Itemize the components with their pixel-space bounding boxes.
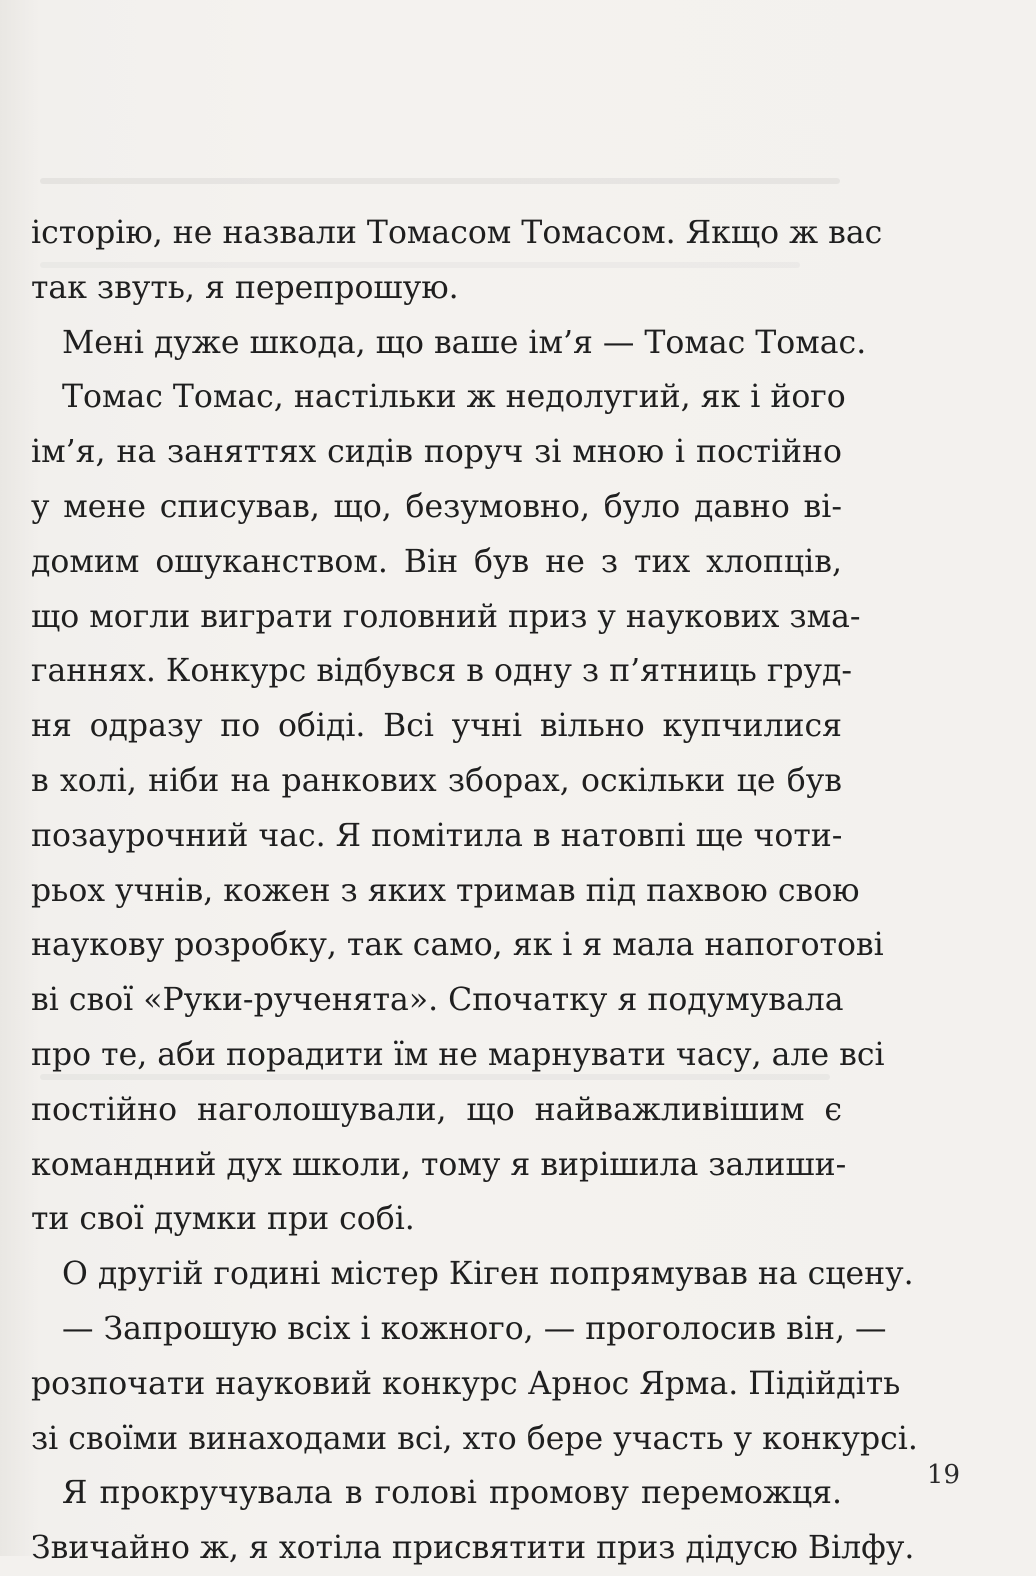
- text-line: — Запрошую всіх і кожного, — проголосив він, —: [62, 1310, 887, 1347]
- text-line: постійно наголошували, що найважливішим є: [31, 1091, 842, 1128]
- text-line: що могли виграти головний приз у наукових зма-: [31, 598, 861, 635]
- text-line: Мені дуже шкода, що ваше ім’я — Томас Томас.: [62, 324, 867, 361]
- text-line: позаурочний час. Я помітила в натовпі ще чоти-: [31, 817, 843, 854]
- text-line: в холі, ніби на ранкових зборах, оскільки це був: [31, 762, 842, 799]
- text-line: командний дух школи, тому я вирішила залиши-: [31, 1146, 847, 1183]
- text-line: О другій годині містер Кіген попрямував на сцену.: [62, 1256, 914, 1293]
- text-line: розпочати науковий конкурс Арнос Ярма. Підійдіть: [31, 1365, 901, 1402]
- text-line: зі своїми винаходами всі, хто бере участь у конкурсі.: [31, 1420, 918, 1457]
- text-line: ім’я, на заняттях сидів поруч зі мною і постійно: [31, 434, 842, 471]
- text-line: про те, аби порадити їм не марнувати часу, але всі: [31, 1036, 885, 1073]
- text-line: рьох учнів, кожен з яких тримав під пахвою свою: [31, 872, 860, 909]
- text-line: Томас Томас, настільки ж недолугий, як і його: [62, 379, 846, 416]
- text-line: наукову розробку, так само, як і я мала напоготові: [31, 927, 884, 964]
- text-line: Звичайно ж, я хотіла присвятити приз дідусю Вілфу.: [31, 1530, 915, 1567]
- text-line: домим ошуканством. Він був не з тих хлопців,: [31, 543, 842, 580]
- text-line: Я прокручувала в голові промову переможця.: [62, 1475, 842, 1512]
- text-line: так звуть, я перепрошую.: [31, 269, 459, 306]
- text-line: ти свої думки при собі.: [31, 1201, 415, 1238]
- text-line: ві свої «Руки-рученята». Спочатку я подумувала: [31, 982, 844, 1019]
- text-line: історію, не назвали Томасом Томасом. Якщо ж вас: [31, 215, 883, 251]
- body-text: [31, 206, 918, 1576]
- text-line: ня одразу по обіді. Всі учні вільно купчилися: [31, 708, 842, 745]
- page-number: 19: [926, 1460, 960, 1490]
- text-line: ганнях. Конкурс відбувся в одну з п’ятниць груд-: [31, 653, 853, 690]
- text-line: у мене списував, що, безумовно, було давно ві-: [31, 488, 842, 525]
- bleed-through-text: [40, 178, 840, 184]
